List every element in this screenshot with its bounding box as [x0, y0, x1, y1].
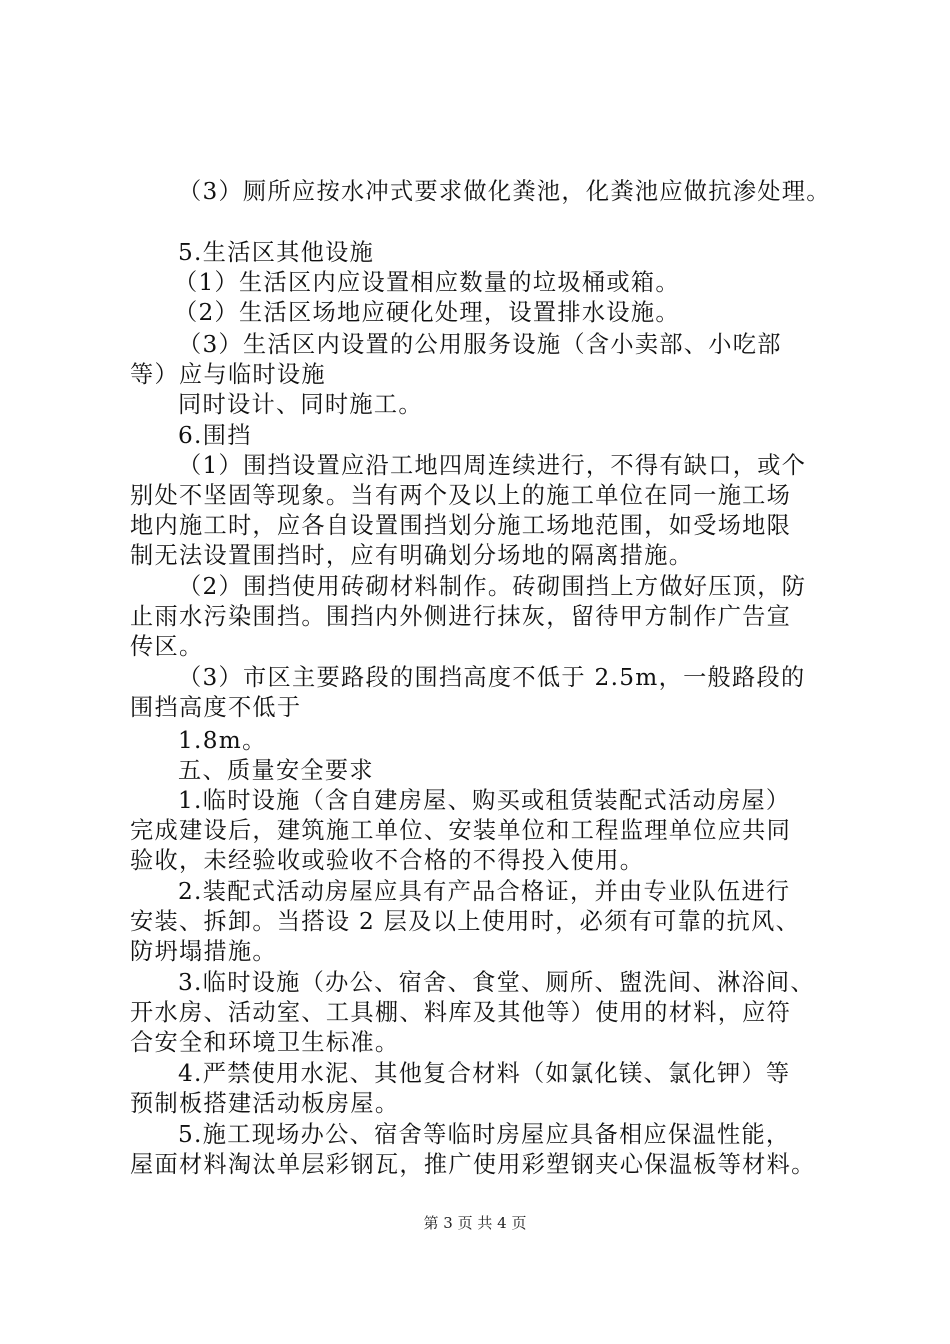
text-line: 合安全和环境卫生标准。: [130, 1029, 400, 1056]
section-heading: 5.生活区其他设施: [178, 239, 375, 266]
text-line: 安装、拆卸。当搭设 2 层及以上使用时，必须有可靠的抗风、: [130, 908, 801, 935]
text-line: 开水房、活动室、工具棚、料库及其他等）使用的材料，应符: [130, 999, 792, 1026]
text-line: 屋面材料淘汰单层彩钢瓦，推广使用彩塑钢夹心保温板等材料。: [130, 1151, 816, 1178]
text-line: 围挡高度不低于: [130, 694, 302, 721]
text-line: 3.临时设施（办公、宿舍、食堂、厕所、盥洗间、淋浴间、: [178, 969, 815, 996]
text-line: 等）应与临时设施: [130, 361, 326, 388]
text-line: 预制板搭建活动板房屋。: [130, 1090, 400, 1117]
text-line: 完成建设后，建筑施工单位、安装单位和工程监理单位应共同: [130, 817, 792, 844]
page-number: 第 3 页 共 4 页: [423, 1214, 527, 1232]
text-line: 别处不坚固等现象。当有两个及以上的施工单位在同一施工场: [130, 482, 792, 509]
text-line: 防坍塌措施。: [130, 938, 277, 965]
text-line: 验收，未经验收或验收不合格的不得投入使用。: [130, 847, 645, 874]
page-footer: [0, 1213, 950, 1233]
text-line: （3）厕所应按水冲式要求做化粪池，化粪池应做抗渗处理。: [178, 178, 831, 205]
text-line: 地内施工时，应各自设置围挡划分施工场地范围，如受场地限: [130, 512, 792, 539]
text-line: 1.临时设施（含自建房屋、购买或租赁装配式活动房屋）: [178, 787, 791, 814]
text-line: 传区。: [130, 633, 204, 660]
text-line: 同时设计、同时施工。: [178, 391, 423, 418]
text-line: （1）围挡设置应沿工地四周连续进行，不得有缺口，或个: [178, 452, 807, 479]
text-line: 止雨水污染围挡。围挡内外侧进行抹灰，留待甲方制作广告宣: [130, 603, 792, 630]
section-heading: 6.围挡: [178, 422, 252, 449]
text-line: 制无法设置围挡时，应有明确划分场地的隔离措施。: [130, 542, 694, 569]
text-line: （2）生活区场地应硬化处理，设置排水设施。: [174, 299, 680, 326]
text-line: 1.8m。: [178, 727, 267, 754]
text-line: 2.装配式活动房屋应具有产品合格证，并由专业队伍进行: [178, 878, 791, 905]
text-line: 5.施工现场办公、宿舍等临时房屋应具备相应保温性能，: [178, 1121, 791, 1148]
text-line: （3）生活区内设置的公用服务设施（含小卖部、小吃部: [178, 331, 782, 358]
text-line: （1）生活区内应设置相应数量的垃圾桶或箱。: [174, 269, 680, 296]
text-line: 4.严禁使用水泥、其他复合材料（如氯化镁、氯化钾）等: [178, 1060, 791, 1087]
section-heading: 五、质量安全要求: [178, 757, 374, 784]
text-line: （2）围挡使用砖砌材料制作。砖砌围挡上方做好压顶，防: [178, 573, 807, 600]
text-line: （3）市区主要路段的围挡高度不低于 2.5m，一般路段的: [178, 664, 806, 691]
